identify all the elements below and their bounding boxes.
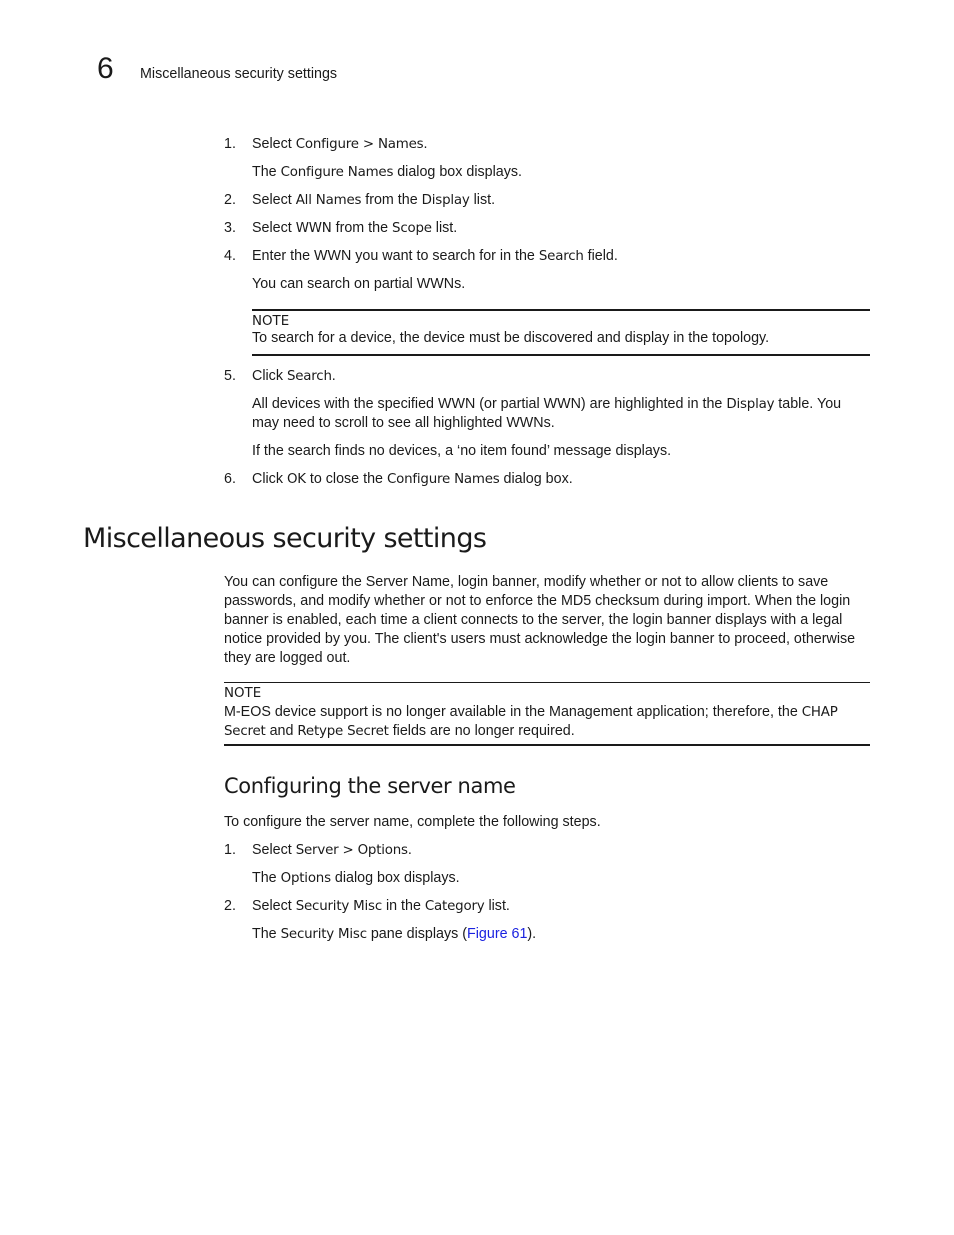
note-text: M-EOS device support is no longer available in the Management application; therefore, the CHAP Secret and Retype Secret fields are no longer required. — [224, 704, 838, 739]
chapter-number: 6 — [97, 52, 114, 85]
ui-term: Scope — [392, 221, 432, 236]
step-number: 4. — [224, 248, 236, 264]
figure-link[interactable]: Figure 61 — [467, 926, 528, 942]
step-text: Click OK to close the Configure Names dialog box. — [252, 471, 573, 487]
step-number: 6. — [224, 471, 236, 487]
ui-term: WWN — [295, 221, 332, 236]
ui-term: Configure Names — [280, 165, 394, 180]
subsection-intro: To configure the server name, complete the following steps. — [224, 814, 601, 830]
ui-term: Display — [421, 193, 470, 208]
ui-term: CHAP Secret — [224, 705, 838, 739]
section-intro: You can configure the Server Name, login banner, modify whether or not to allow clients to save passwords, and modify whether or not to enforce the MD5 checksum during import. When the login banner is enabled, each time a client connects to the server, the login banner displays with a legal notice provided by you. The client's users must acknowledge the login banner to proceed, otherwise they are logged out. — [224, 574, 856, 666]
note-text: To search for a device, the device must be discovered and display in the topology. — [252, 330, 770, 346]
ui-term: Options — [280, 871, 331, 886]
step-text: Select Configure > Names. — [252, 136, 428, 152]
step-number: 2. — [224, 192, 236, 208]
ui-term: Display — [726, 397, 775, 412]
running-title: Miscellaneous security settings — [140, 66, 338, 82]
ui-term: Search — [538, 249, 584, 264]
step-result: The Security Misc pane displays (Figure 61). — [252, 926, 537, 942]
ui-term: Search — [286, 369, 332, 384]
step-text: Enter the WWN you want to search for in the Search field. — [252, 248, 618, 264]
step-result: The Configure Names dialog box displays. — [252, 164, 522, 180]
ui-term: Security Misc — [295, 899, 382, 914]
step-text: Select Server > Options. — [252, 842, 412, 858]
section-heading: Miscellaneous security settings — [83, 523, 487, 554]
ui-term: OK — [286, 472, 306, 487]
ui-term: Configure Names — [386, 472, 500, 487]
step-text: Click Search. — [252, 368, 336, 384]
step-text: Select WWN from the Scope list. — [252, 220, 458, 236]
step-number: 1. — [224, 842, 236, 858]
step-result: If the search finds no devices, a ‘no item found’ message displays. — [252, 443, 672, 459]
step-text: Select Security Misc in the Category list. — [252, 898, 510, 914]
step-text: Select All Names from the Display list. — [252, 192, 496, 208]
ui-term: Configure > Names — [295, 137, 424, 152]
step-result: All devices with the specified WWN (or partial WWN) are highlighted in the Display table. You may need to scroll to see all highlighted WWNs. — [252, 396, 842, 431]
ui-term: Server > Options — [295, 843, 408, 858]
subsection-heading: Configuring the server name — [224, 774, 516, 798]
step-number: 2. — [224, 898, 236, 914]
note-label: NOTE — [252, 314, 290, 329]
ui-term: Retype Secret — [297, 724, 389, 739]
step-result: The Options dialog box displays. — [252, 870, 460, 886]
step-number: 3. — [224, 220, 236, 236]
ui-term: Security Misc — [280, 927, 367, 942]
note-label: NOTE — [224, 686, 262, 701]
step-number: 5. — [224, 368, 236, 384]
step-result: You can search on partial WWNs. — [252, 276, 466, 292]
ui-term: Category — [424, 899, 485, 914]
step-number: 1. — [224, 136, 236, 152]
ui-term: All Names — [295, 193, 362, 208]
